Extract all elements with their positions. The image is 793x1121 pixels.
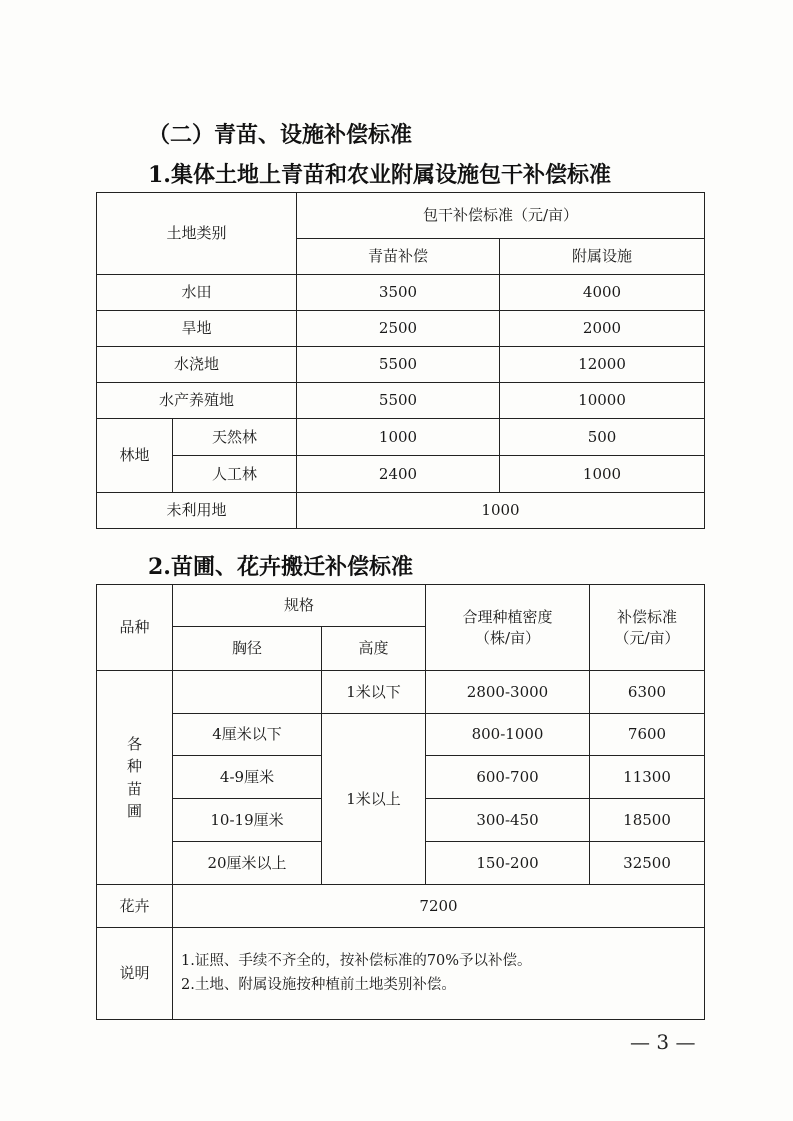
crop-value-cell: 5500 <box>297 383 500 419</box>
facility-value-cell: 1000 <box>500 456 705 493</box>
unused-land-label-cell: 未利用地 <box>97 493 297 529</box>
nursery-label-char: 圃 <box>126 802 142 820</box>
diameter-cell: 10-19厘米 <box>173 799 322 842</box>
table-row <box>97 714 705 756</box>
land-type-cell: 水产养殖地 <box>97 383 297 419</box>
table-row <box>97 275 705 311</box>
density-cell: 800-1000 <box>426 714 590 756</box>
standard-cell: 7600 <box>590 714 705 756</box>
table-row <box>97 456 705 493</box>
forest-label-cell: 林地 <box>97 419 173 493</box>
header-compensation-standard: 包干补偿标准（元/亩） <box>297 193 705 239</box>
table-row <box>97 311 705 347</box>
facility-value-cell: 12000 <box>500 347 705 383</box>
density-cell: 600-700 <box>426 756 590 799</box>
nursery-label-char: 各 <box>126 734 142 753</box>
diameter-cell: 4厘米以下 <box>173 714 322 756</box>
diameter-cell: 4-9厘米 <box>173 756 322 799</box>
table-row <box>97 347 705 383</box>
header-density-line2: （株/亩） <box>474 628 541 647</box>
nursery-label-char: 种 <box>126 757 142 775</box>
section-heading: （二）青苗、设施补偿标准 <box>148 122 413 148</box>
page-number: — 3 — <box>630 1030 696 1054</box>
header-land-type: 土地类别 <box>97 193 297 275</box>
note-content-cell <box>173 928 705 1020</box>
header-density-line1: 合理种植密度 <box>462 608 553 627</box>
land-type-cell: 旱地 <box>97 311 297 347</box>
crop-value-cell: 2500 <box>297 311 500 347</box>
nursery-label-cell <box>97 671 173 885</box>
header-variety: 品种 <box>97 585 173 671</box>
header-spec: 规格 <box>173 585 426 627</box>
land-type-cell: 水田 <box>97 275 297 311</box>
header-height: 高度 <box>322 627 426 671</box>
table-row <box>97 383 705 419</box>
unused-land-value-cell: 1000 <box>297 493 705 529</box>
header-crop-compensation: 青苗补偿 <box>297 239 500 275</box>
note-line: 1.证照、手续不齐全的，按补偿标准的70%予以补偿。 <box>181 953 532 970</box>
header-standard-line2: （元/亩） <box>614 628 680 647</box>
height-cell: 1米以下 <box>322 671 426 714</box>
height-over-cell: 1米以上 <box>322 714 426 885</box>
note-line: 2.土地、附属设施按种植前土地类别补偿。 <box>181 976 456 993</box>
table1-grass-facility-compensation <box>96 192 705 529</box>
facility-value-cell: 4000 <box>500 275 705 311</box>
table-row <box>97 493 705 529</box>
facility-value-cell: 10000 <box>500 383 705 419</box>
header-standard-line1: 补偿标准 <box>617 608 678 627</box>
flower-value-cell: 7200 <box>173 885 705 928</box>
table-row <box>97 671 705 714</box>
standard-cell: 11300 <box>590 756 705 799</box>
crop-value-cell: 1000 <box>297 419 500 456</box>
header-standard <box>590 585 705 671</box>
crop-value-cell: 2400 <box>297 456 500 493</box>
density-cell: 300-450 <box>426 799 590 842</box>
standard-cell: 18500 <box>590 799 705 842</box>
standard-cell: 6300 <box>590 671 705 714</box>
standard-cell: 32500 <box>590 842 705 885</box>
header-diameter: 胸径 <box>173 627 322 671</box>
density-cell: 150-200 <box>426 842 590 885</box>
diameter-cell <box>173 671 322 714</box>
land-type-cell: 水浇地 <box>97 347 297 383</box>
table2-title: 2.苗圃、花卉搬迁补偿标准 <box>148 554 413 580</box>
forest-subtype-cell: 天然林 <box>173 419 297 456</box>
forest-subtype-cell: 人工林 <box>173 456 297 493</box>
diameter-cell: 20厘米以上 <box>173 842 322 885</box>
table1-title: 1.集体土地上青苗和农业附属设施包干补偿标准 <box>148 162 611 188</box>
header-facility-compensation: 附属设施 <box>500 239 705 275</box>
header-density <box>426 585 590 671</box>
facility-value-cell: 2000 <box>500 311 705 347</box>
flower-label-cell: 花卉 <box>97 885 173 928</box>
note-label-cell: 说明 <box>97 928 173 1020</box>
crop-value-cell: 3500 <box>297 275 500 311</box>
nursery-label-char: 苗 <box>126 779 142 798</box>
table-row <box>97 885 705 928</box>
table2-nursery-relocation-compensation <box>96 584 705 1020</box>
density-cell: 2800-3000 <box>426 671 590 714</box>
table-row <box>97 419 705 456</box>
facility-value-cell: 500 <box>500 419 705 456</box>
table-row <box>97 928 705 1020</box>
crop-value-cell: 5500 <box>297 347 500 383</box>
